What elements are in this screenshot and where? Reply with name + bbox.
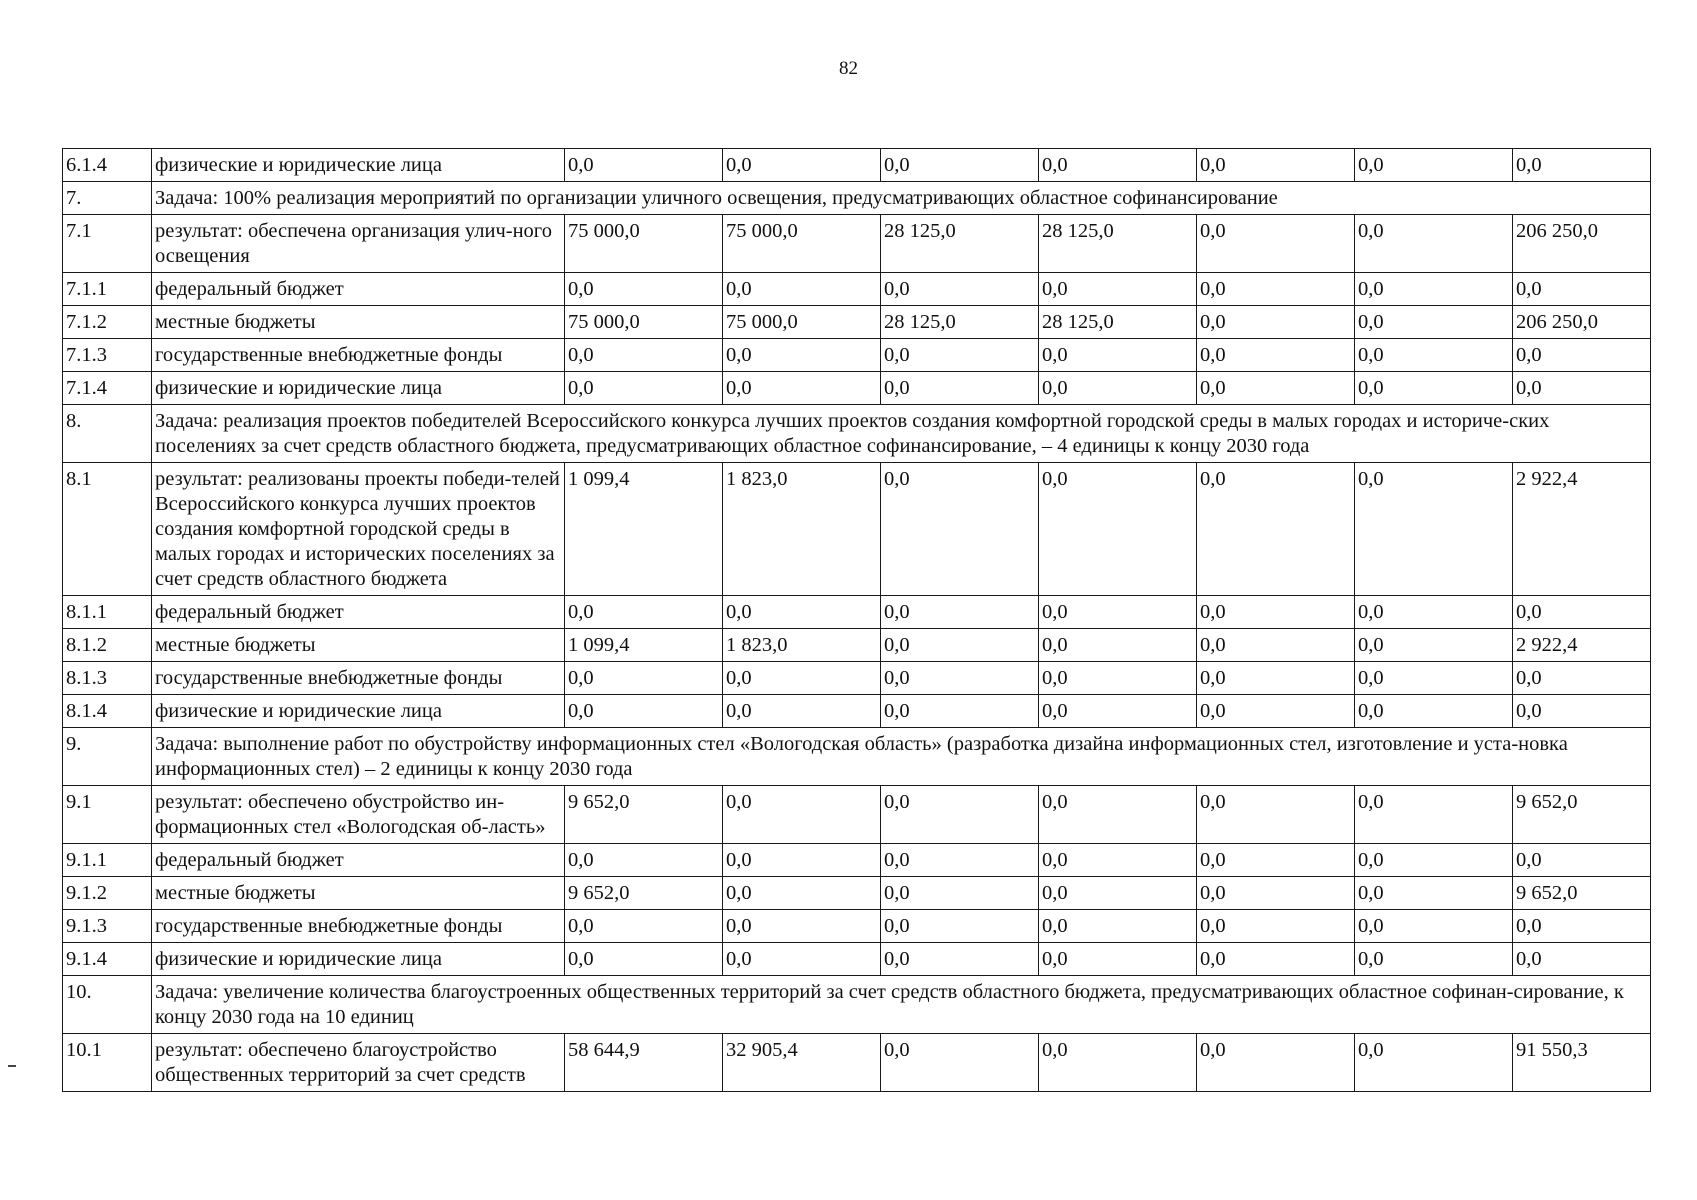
value-cell: 1 823,0 — [723, 463, 881, 596]
task-description: Задача: 100% реализация мероприятий по организации уличного освещения, предусматривающих областное софинансирование — [152, 182, 1651, 215]
value-cell: 0,0 — [565, 273, 723, 306]
value-cell: 0,0 — [723, 662, 881, 695]
value-cell: 75 000,0 — [723, 215, 881, 273]
table-row — [63, 149, 1651, 182]
row-code: 8.1.1 — [63, 596, 152, 629]
value-cell-total: 0,0 — [1513, 695, 1651, 728]
value-cell: 0,0 — [881, 943, 1039, 976]
table-row — [63, 662, 1651, 695]
task-row — [63, 976, 1651, 1034]
task-description: Задача: увеличение количества благоустроенных общественных территорий за счет средств областного бюджета, предусматривающих областное софинан-сирование, к концу 2030 года на 10 единиц — [152, 976, 1651, 1034]
row-code: 7.1.2 — [63, 306, 152, 339]
value-cell: 0,0 — [1355, 695, 1513, 728]
table-row — [63, 215, 1651, 273]
value-cell: 0,0 — [1355, 149, 1513, 182]
table-row — [63, 306, 1651, 339]
value-cell: 0,0 — [723, 596, 881, 629]
value-cell: 0,0 — [881, 149, 1039, 182]
value-cell: 0,0 — [1197, 910, 1355, 943]
value-cell: 0,0 — [1197, 786, 1355, 844]
value-cell: 0,0 — [881, 786, 1039, 844]
value-cell: 0,0 — [1355, 662, 1513, 695]
table-row — [63, 695, 1651, 728]
value-cell: 0,0 — [1355, 339, 1513, 372]
row-code: 10.1 — [63, 1034, 152, 1092]
value-cell: 9 652,0 — [565, 877, 723, 910]
row-label: местные бюджеты — [152, 877, 565, 910]
page-number: 82 — [839, 58, 858, 79]
row-code: 8.1.4 — [63, 695, 152, 728]
row-label: государственные внебюджетные фонды — [152, 662, 565, 695]
value-cell: 75 000,0 — [565, 306, 723, 339]
value-cell: 0,0 — [723, 149, 881, 182]
row-code: 7.1.4 — [63, 372, 152, 405]
row-code: 10. — [63, 976, 152, 1034]
value-cell-total: 91 550,3 — [1513, 1034, 1651, 1092]
value-cell: 0,0 — [1039, 877, 1197, 910]
value-cell: 0,0 — [1355, 943, 1513, 976]
value-cell-total: 0,0 — [1513, 372, 1651, 405]
value-cell: 0,0 — [1197, 695, 1355, 728]
value-cell: 0,0 — [565, 943, 723, 976]
value-cell: 1 099,4 — [565, 629, 723, 662]
row-code: 8.1.3 — [63, 662, 152, 695]
value-cell: 75 000,0 — [565, 215, 723, 273]
value-cell: 0,0 — [881, 695, 1039, 728]
row-code: 9.1.1 — [63, 844, 152, 877]
value-cell-total: 0,0 — [1513, 662, 1651, 695]
value-cell-total: 9 652,0 — [1513, 786, 1651, 844]
table-row — [63, 943, 1651, 976]
table-row — [63, 596, 1651, 629]
value-cell: 0,0 — [565, 596, 723, 629]
row-code: 9.1 — [63, 786, 152, 844]
row-code: 8. — [63, 405, 152, 463]
value-cell: 0,0 — [565, 372, 723, 405]
value-cell: 0,0 — [1039, 844, 1197, 877]
value-cell-total: 0,0 — [1513, 943, 1651, 976]
value-cell-total: 2 922,4 — [1513, 463, 1651, 596]
value-cell-total: 206 250,0 — [1513, 215, 1651, 273]
task-row — [63, 405, 1651, 463]
value-cell: 0,0 — [1355, 844, 1513, 877]
value-cell-total: 206 250,0 — [1513, 306, 1651, 339]
value-cell: 0,0 — [723, 273, 881, 306]
value-cell: 0,0 — [1355, 786, 1513, 844]
value-cell: 0,0 — [881, 629, 1039, 662]
row-code: 9.1.2 — [63, 877, 152, 910]
task-description: Задача: реализация проектов победителей Всероссийского конкурса лучших проектов создания комфортной городской среды в малых городах и историче-ских поселениях за счет средств областного бюджета, предусматривающих областное софинансирование, – 4 единицы к концу 2030 года — [152, 405, 1651, 463]
value-cell-total: 0,0 — [1513, 149, 1651, 182]
row-code: 9. — [63, 728, 152, 786]
table-row — [63, 463, 1651, 596]
value-cell: 0,0 — [1355, 215, 1513, 273]
row-label: физические и юридические лица — [152, 372, 565, 405]
value-cell: 0,0 — [1197, 273, 1355, 306]
value-cell: 75 000,0 — [723, 306, 881, 339]
value-cell: 0,0 — [723, 910, 881, 943]
value-cell: 0,0 — [881, 339, 1039, 372]
row-code: 8.1 — [63, 463, 152, 596]
row-label: федеральный бюджет — [152, 844, 565, 877]
value-cell: 0,0 — [881, 596, 1039, 629]
value-cell: 0,0 — [1355, 910, 1513, 943]
value-cell: 28 125,0 — [881, 306, 1039, 339]
value-cell: 0,0 — [881, 844, 1039, 877]
row-code: 7. — [63, 182, 152, 215]
value-cell-total: 0,0 — [1513, 910, 1651, 943]
value-cell: 0,0 — [1197, 372, 1355, 405]
table-row — [63, 339, 1651, 372]
value-cell: 0,0 — [1039, 339, 1197, 372]
value-cell: 0,0 — [1039, 629, 1197, 662]
row-code: 7.1 — [63, 215, 152, 273]
value-cell: 0,0 — [723, 943, 881, 976]
value-cell-total: 2 922,4 — [1513, 629, 1651, 662]
value-cell: 0,0 — [565, 910, 723, 943]
value-cell-total: 0,0 — [1513, 339, 1651, 372]
value-cell: 0,0 — [723, 695, 881, 728]
value-cell: 0,0 — [723, 786, 881, 844]
table-row — [63, 910, 1651, 943]
value-cell: 0,0 — [1039, 943, 1197, 976]
table-row — [63, 877, 1651, 910]
value-cell: 0,0 — [1039, 273, 1197, 306]
value-cell: 0,0 — [1197, 662, 1355, 695]
row-code: 8.1.2 — [63, 629, 152, 662]
value-cell: 0,0 — [1355, 629, 1513, 662]
value-cell: 0,0 — [1197, 306, 1355, 339]
value-cell: 0,0 — [723, 339, 881, 372]
value-cell: 0,0 — [565, 339, 723, 372]
value-cell-total: 0,0 — [1513, 596, 1651, 629]
value-cell: 1 099,4 — [565, 463, 723, 596]
value-cell: 0,0 — [723, 844, 881, 877]
value-cell-total: 0,0 — [1513, 273, 1651, 306]
value-cell: 0,0 — [1039, 149, 1197, 182]
task-description: Задача: выполнение работ по обустройству информационных стел «Вологодская область» (разработка дизайна информационных стел, изготовление и уста-новка информационных стел) – 2 единицы к концу 2030 года — [152, 728, 1651, 786]
row-label: результат: реализованы проекты победи-телей Всероссийского конкурса лучших проектов создания комфортной городской среды в малых городах и исторических поселениях за счет средств областного бюджета — [152, 463, 565, 596]
value-cell: 28 125,0 — [1039, 306, 1197, 339]
value-cell: 0,0 — [1039, 786, 1197, 844]
value-cell: 0,0 — [565, 149, 723, 182]
value-cell: 0,0 — [1039, 372, 1197, 405]
row-label: результат: обеспечено благоустройство общественных территорий за счет средств — [152, 1034, 565, 1092]
value-cell-total: 0,0 — [1513, 844, 1651, 877]
budget-table — [62, 148, 1651, 1092]
value-cell: 0,0 — [1355, 372, 1513, 405]
value-cell: 0,0 — [1197, 596, 1355, 629]
value-cell: 0,0 — [1197, 339, 1355, 372]
value-cell: 0,0 — [565, 844, 723, 877]
task-row — [63, 182, 1651, 215]
table-row — [63, 844, 1651, 877]
row-code: 6.1.4 — [63, 149, 152, 182]
value-cell: 0,0 — [881, 910, 1039, 943]
row-label: результат: обеспечено обустройство ин-формационных стел «Вологодская об-ласть» — [152, 786, 565, 844]
value-cell: 0,0 — [1197, 629, 1355, 662]
value-cell: 0,0 — [881, 372, 1039, 405]
value-cell: 0,0 — [1039, 596, 1197, 629]
value-cell: 9 652,0 — [565, 786, 723, 844]
value-cell: 0,0 — [1197, 215, 1355, 273]
value-cell: 1 823,0 — [723, 629, 881, 662]
row-label: физические и юридические лица — [152, 149, 565, 182]
value-cell: 28 125,0 — [881, 215, 1039, 273]
row-code: 9.1.4 — [63, 943, 152, 976]
value-cell: 0,0 — [1039, 695, 1197, 728]
value-cell: 0,0 — [1197, 149, 1355, 182]
value-cell: 0,0 — [1197, 844, 1355, 877]
value-cell: 58 644,9 — [565, 1034, 723, 1092]
table-row — [63, 273, 1651, 306]
value-cell: 0,0 — [1039, 910, 1197, 943]
table-row — [63, 372, 1651, 405]
value-cell-total: 9 652,0 — [1513, 877, 1651, 910]
value-cell: 0,0 — [723, 877, 881, 910]
budget-table-body — [63, 149, 1651, 1092]
value-cell: 0,0 — [1355, 306, 1513, 339]
row-code: 7.1.1 — [63, 273, 152, 306]
value-cell: 0,0 — [1197, 1034, 1355, 1092]
value-cell: 32 905,4 — [723, 1034, 881, 1092]
row-label: физические и юридические лица — [152, 695, 565, 728]
row-label: результат: обеспечена организация улич-ного освещения — [152, 215, 565, 273]
row-label: физические и юридические лица — [152, 943, 565, 976]
value-cell: 0,0 — [1355, 877, 1513, 910]
row-label: государственные внебюджетные фонды — [152, 910, 565, 943]
value-cell: 0,0 — [1039, 1034, 1197, 1092]
value-cell: 0,0 — [1355, 1034, 1513, 1092]
value-cell: 0,0 — [1355, 273, 1513, 306]
value-cell: 0,0 — [1039, 463, 1197, 596]
value-cell: 0,0 — [881, 1034, 1039, 1092]
value-cell: 0,0 — [1355, 463, 1513, 596]
value-cell: 0,0 — [881, 463, 1039, 596]
margin-tick — [8, 1065, 16, 1067]
value-cell: 0,0 — [881, 877, 1039, 910]
row-label: федеральный бюджет — [152, 273, 565, 306]
row-code: 7.1.3 — [63, 339, 152, 372]
table-row — [63, 629, 1651, 662]
task-row — [63, 728, 1651, 786]
table-row — [63, 1034, 1651, 1092]
value-cell: 28 125,0 — [1039, 215, 1197, 273]
row-label: государственные внебюджетные фонды — [152, 339, 565, 372]
row-label: местные бюджеты — [152, 306, 565, 339]
value-cell: 0,0 — [565, 662, 723, 695]
value-cell: 0,0 — [1197, 877, 1355, 910]
row-label: местные бюджеты — [152, 629, 565, 662]
value-cell: 0,0 — [1355, 596, 1513, 629]
value-cell: 0,0 — [1197, 943, 1355, 976]
value-cell: 0,0 — [1197, 463, 1355, 596]
value-cell: 0,0 — [1039, 662, 1197, 695]
row-code: 9.1.3 — [63, 910, 152, 943]
value-cell: 0,0 — [881, 662, 1039, 695]
value-cell: 0,0 — [881, 273, 1039, 306]
value-cell: 0,0 — [565, 695, 723, 728]
table-row — [63, 786, 1651, 844]
value-cell: 0,0 — [723, 372, 881, 405]
row-label: федеральный бюджет — [152, 596, 565, 629]
